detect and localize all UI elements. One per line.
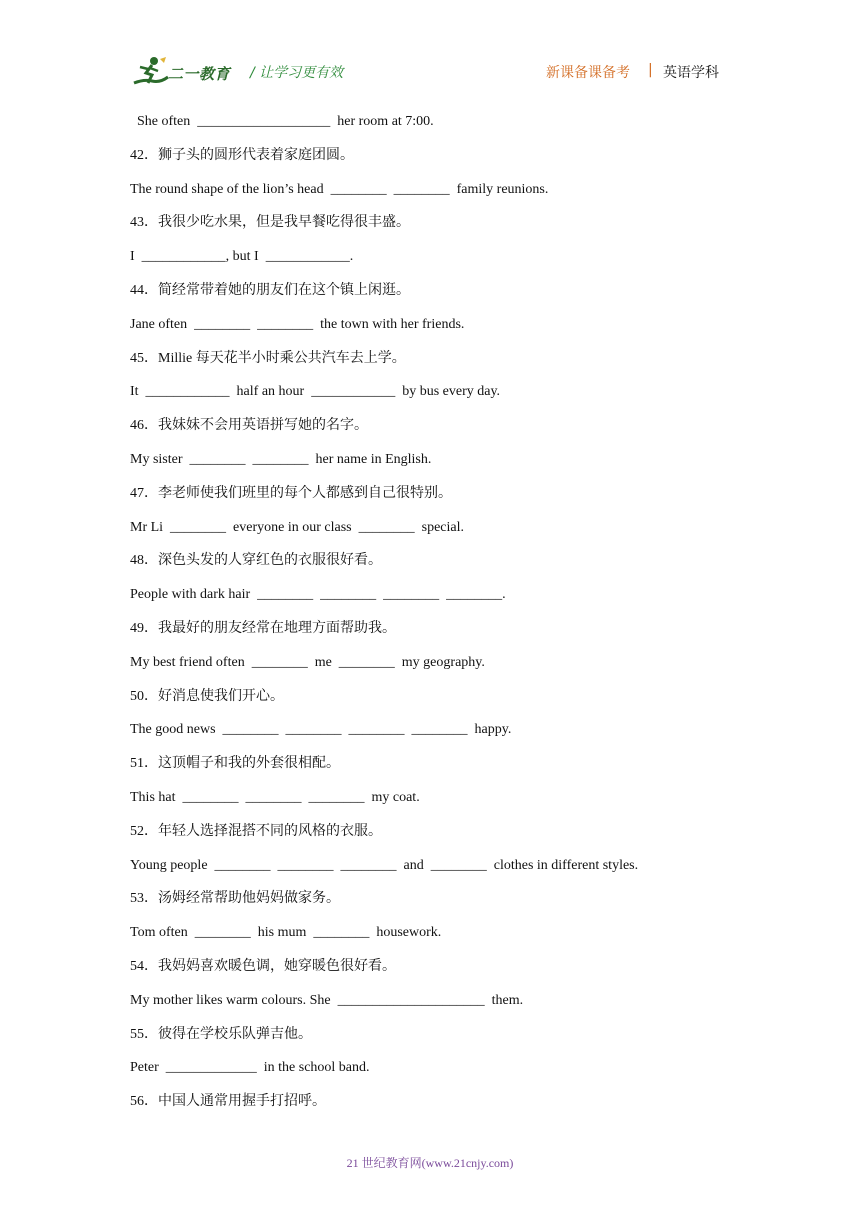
exercise-line: My mother likes warm colours. She _____________________ them.: [130, 992, 524, 1008]
exercise-line: She often ___________________ her room at 7:00.: [130, 114, 434, 129]
question-prompt: 43．我很少吃水果，但是我早餐吃得很丰盛。: [130, 215, 410, 231]
question-prompt: 55．彼得在学校乐队弹吉他。: [130, 1026, 312, 1042]
page-header: [130, 55, 730, 91]
exercise-line: My best friend often ________ me ________ my geography.: [130, 654, 485, 670]
question-prompt: 50．好消息使我们开心。: [130, 688, 284, 704]
logo: [130, 55, 240, 89]
exercise-line: People with dark hair ________ ________ ________ ________.: [130, 587, 506, 603]
question-prompt: 56．中国人通常用握手打招呼。: [130, 1094, 326, 1110]
exercise-line: The good news ________ ________ ________ ________ happy.: [130, 722, 512, 738]
exercise-line: The round shape of the lion’s head ________ ________ family reunions.: [130, 181, 549, 197]
question-prompt: 45．Millie 每天花半小时乘公共汽车去上学。: [130, 350, 406, 366]
subject-label: 英语学科: [663, 65, 719, 81]
exercise-line: Peter _____________ in the school band.: [130, 1060, 370, 1076]
exercise-content: [130, 113, 770, 1127]
question-prompt: 52．年轻人选择混搭不同的风格的衣服。: [130, 823, 382, 839]
exercise-line: Jane often ________ ________ the town with her friends.: [130, 316, 465, 332]
question-prompt: 54．我妈妈喜欢暖色调，她穿暖色很好看。: [130, 958, 396, 974]
question-prompt: 47．李老师使我们班里的每个人都感到自己很特别。: [130, 485, 452, 501]
exercise-line: This hat ________ ________ ________ my coat.: [130, 789, 420, 805]
question-prompt: 51．这顶帽子和我的外套很相配。: [130, 756, 340, 772]
logo-text: 二一教育: [168, 65, 231, 83]
exercise-line: Tom often ________ his mum ________ housework.: [130, 925, 442, 941]
question-prompt: 46．我妹妹不会用英语拼写她的名字。: [130, 418, 368, 434]
question-prompt: 42．狮子头的圆形代表着家庭团圆。: [130, 147, 354, 163]
brand-label: 新课备课备考: [546, 65, 630, 81]
page-footer: 21 世纪教育网(www.21cnjy.com): [346, 1156, 514, 1170]
question-prompt: 53．汤姆经常帮助他妈妈做家务。: [130, 891, 340, 907]
question-prompt: 48．深色头发的人穿红色的衣服很好看。: [130, 553, 382, 569]
question-prompt: 44．简经常带着她的朋友们在这个镇上闲逛。: [130, 282, 410, 298]
exercise-line: My sister ________ ________ her name in English.: [130, 451, 432, 467]
exercise-line: It ____________ half an hour ____________ by bus every day.: [130, 384, 501, 400]
header-separator: |: [648, 62, 653, 78]
question-prompt: 49．我最好的朋友经常在地理方面帮助我。: [130, 620, 396, 636]
exercise-line: I ____________, but I ____________.: [130, 249, 354, 265]
slogan: / 让学习更有效: [250, 65, 344, 81]
exercise-line: Mr Li ________ everyone in our class ________ special.: [130, 519, 464, 535]
exercise-line: Young people ________ ________ ________ and ________ clothes in different styles.: [130, 857, 639, 873]
runner-logo-icon: [130, 55, 170, 89]
